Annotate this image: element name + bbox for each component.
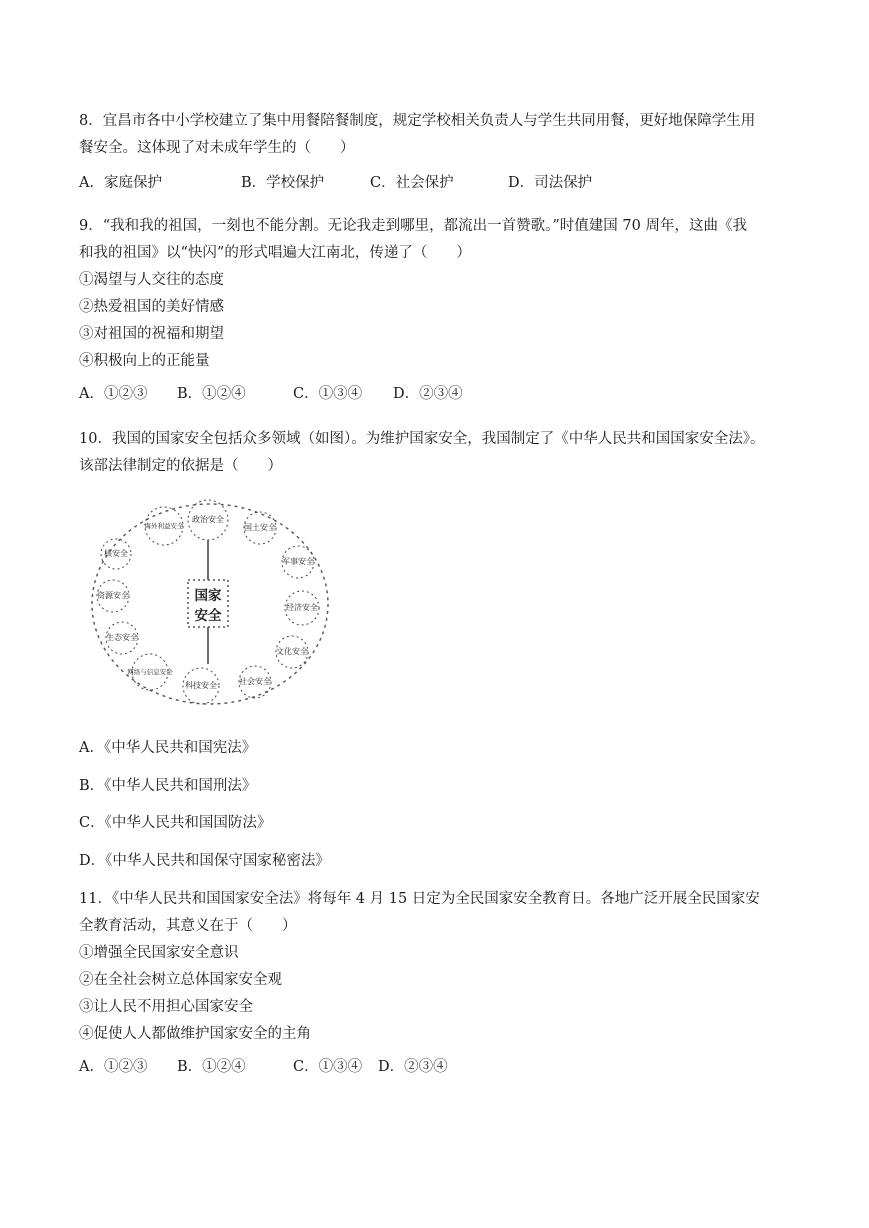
q11-option-d: D．②③④ bbox=[378, 1059, 448, 1075]
label-economic-security: 经济安全 bbox=[286, 603, 318, 612]
q10-option-c: C．《中华人民共和国国防法》 bbox=[79, 815, 272, 831]
q11-option-a: A．①②③ bbox=[79, 1059, 148, 1075]
q10-option-d: D．《中华人民共和国保守国家秘密法》 bbox=[79, 852, 330, 869]
q8-stem-line-2: 餐安全。这体现了对未成年学生的（ ） bbox=[79, 140, 355, 156]
question-10 bbox=[79, 426, 791, 480]
label-military-security: 军事安全 bbox=[282, 557, 314, 566]
q8-option-d: D．司法保护 bbox=[508, 175, 593, 191]
q11-option-c: C．①③④ bbox=[293, 1059, 363, 1075]
q9-item-2: ②热爱祖国的美好情感 bbox=[79, 299, 224, 315]
label-social-security: 社会安全 bbox=[239, 677, 271, 686]
question-10-options bbox=[79, 730, 791, 880]
q8-stem-line-1: 8．宜昌市各中小学校建立了集中用餐陪餐制度，规定学校相关负责人与学生共同用餐，更好地保障学生用 bbox=[79, 113, 756, 129]
q9-option-b: B．①②④ bbox=[177, 386, 246, 402]
q9-item-4: ④积极向上的正能量 bbox=[79, 353, 210, 369]
q10-stem-line-2: 该部法律制定的依据是（ ） bbox=[79, 458, 282, 474]
q10-option-b: B．《中华人民共和国刑法》 bbox=[79, 777, 257, 794]
q9-option-d: D．②③④ bbox=[393, 386, 463, 402]
question-11 bbox=[79, 886, 791, 1081]
q11-item-4: ④促使人人都做维护国家安全的主角 bbox=[79, 1026, 311, 1042]
q9-stem-line-1: 9．“我和我的祖国，一刻也不能分割。无论我走到哪里，都流出一首赞歌。”时值建国 70 周年，这曲《我 bbox=[79, 218, 747, 234]
q11-options bbox=[79, 1054, 791, 1081]
label-cultural-security: 文化安全 bbox=[276, 647, 308, 656]
q9-option-a: A．①②③ bbox=[79, 386, 148, 402]
label-territorial-security: 国土安全 bbox=[244, 523, 276, 532]
label-overseas-interests-security: 海外利益安全 bbox=[144, 522, 184, 530]
question-9 bbox=[79, 213, 791, 408]
q8-options bbox=[79, 170, 791, 197]
label-political-security: 政治安全 bbox=[192, 515, 224, 524]
q9-options bbox=[79, 381, 791, 408]
q9-item-1: ①渴望与人交往的态度 bbox=[79, 272, 224, 288]
q11-stem-line-2: 全教育活动，其意义在于（ ） bbox=[79, 918, 297, 934]
q8-option-b: B．学校保护 bbox=[241, 175, 325, 191]
q11-item-1: ①增强全民国家安全意识 bbox=[79, 945, 239, 961]
q11-item-2: ②在全社会树立总体国家安全观 bbox=[79, 972, 282, 988]
q10-stem-line-1: 10．我国的国家安全包括众多领域（如图）。为维护国家安全，我国制定了《中华人民共和国国家安全法》。 bbox=[79, 431, 765, 447]
q9-option-c: C．①③④ bbox=[293, 386, 363, 402]
label-nuclear-security: 核安全 bbox=[104, 549, 128, 558]
q9-stem-line-2: 和我的祖国》以“快闪”的形式唱遍大江南北，传递了（ ） bbox=[79, 245, 471, 261]
label-technology-security: 科技安全 bbox=[185, 681, 217, 690]
q10-option-a: A．《中华人民共和国宪法》 bbox=[79, 740, 257, 756]
national-security-diagram bbox=[80, 492, 338, 717]
label-cyber-security: 网络与信息安全 bbox=[127, 668, 173, 676]
q8-option-a: A．家庭保护 bbox=[79, 175, 162, 191]
label-resource-security: 资源安全 bbox=[97, 591, 129, 600]
national-security-diagram-svg bbox=[80, 492, 338, 717]
q8-option-c: C．社会保护 bbox=[370, 175, 454, 191]
q11-option-b: B．①②④ bbox=[177, 1059, 246, 1075]
center-label-line-1: 国家 bbox=[194, 588, 222, 604]
q9-item-3: ③对祖国的祝福和期望 bbox=[79, 326, 224, 342]
q11-stem-line-1: 11．《中华人民共和国国家安全法》将每年 4 月 15 日定为全民国家安全教育日。各地广泛开展全民国家安 bbox=[79, 891, 760, 907]
label-ecological-security: 生态安全 bbox=[106, 633, 138, 642]
q11-item-3: ③让人民不用担心国家安全 bbox=[79, 999, 253, 1015]
center-label-line-2: 安全 bbox=[194, 608, 222, 624]
question-8 bbox=[79, 108, 791, 197]
